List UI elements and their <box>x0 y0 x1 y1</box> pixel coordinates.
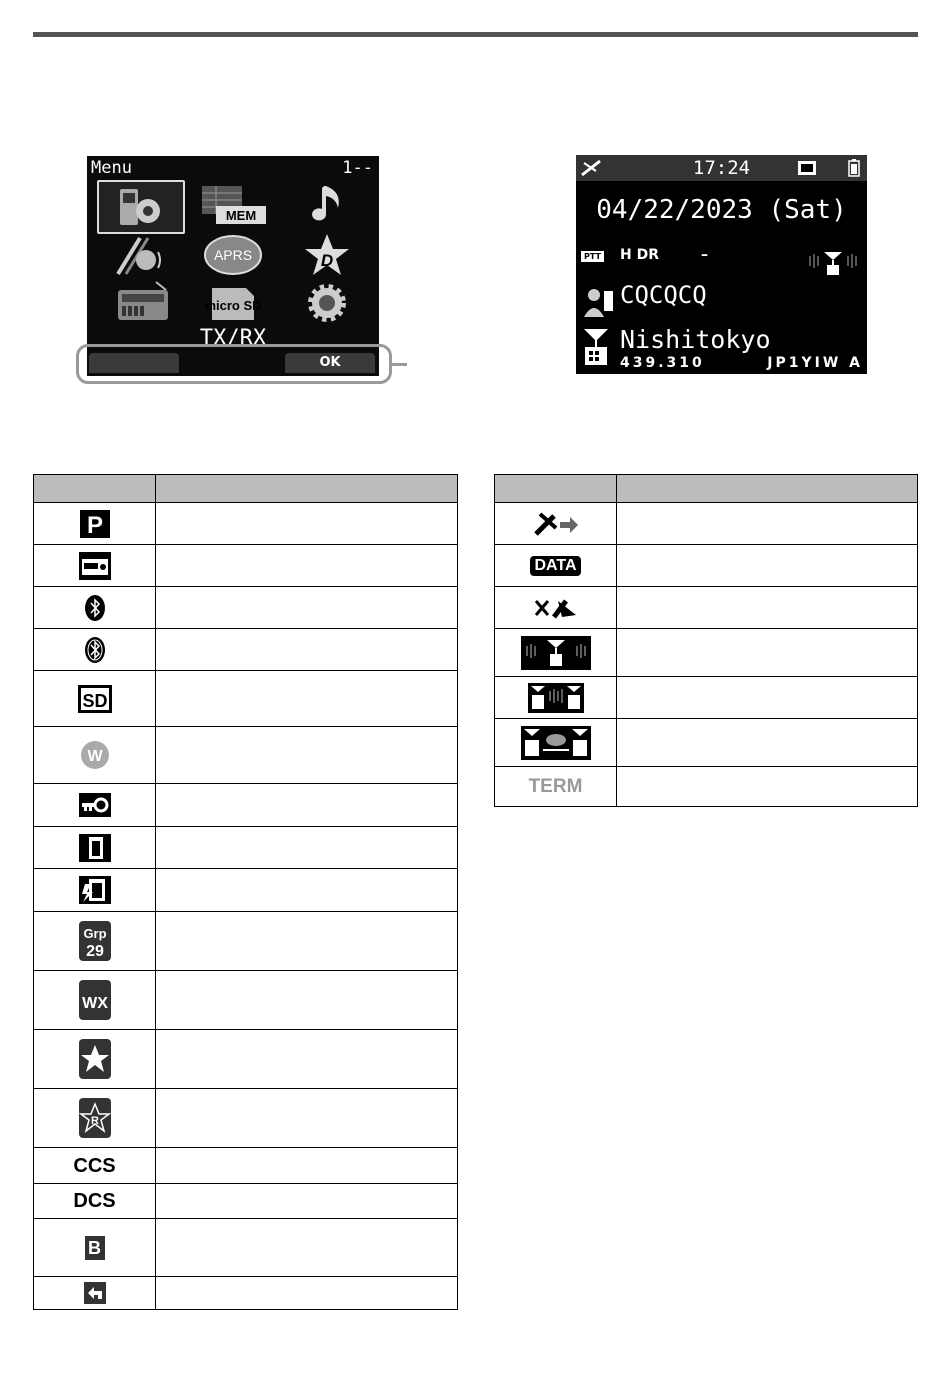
terminal-icon: TERM <box>528 775 583 797</box>
battery-charging-icon <box>79 876 111 904</box>
menu-screen <box>87 156 379 376</box>
table-row <box>34 629 458 671</box>
header-desc-col <box>156 475 458 503</box>
header-icon-col <box>495 475 617 503</box>
table-row <box>34 545 458 587</box>
sd-card-icon-label: SD <box>81 690 108 711</box>
menu-caption: TX/RX <box>199 326 267 351</box>
status-time: 17:24 <box>692 157 751 179</box>
page-top-rule <box>33 32 918 37</box>
memory-icon-label: MEM <box>225 208 257 223</box>
table-row <box>34 1219 458 1277</box>
row-desc <box>156 869 458 912</box>
row-desc <box>156 784 458 827</box>
left-icon-table <box>33 474 458 1310</box>
table-row <box>34 1148 458 1184</box>
call-sign-display: CQCQCQ <box>620 281 707 309</box>
table-row <box>495 719 918 767</box>
sd-card-icon <box>78 685 112 713</box>
tx-rx-settings-icon[interactable] <box>97 180 185 234</box>
row-desc <box>156 1030 458 1089</box>
row-desc <box>156 503 458 545</box>
row-desc <box>156 629 458 671</box>
weather-icon-label: WX <box>81 995 108 1012</box>
repeater-callsign: JP1YIW A <box>767 355 863 371</box>
gear-icon[interactable] <box>285 278 369 328</box>
mode-indicator: H DR <box>620 247 659 263</box>
table-row <box>34 503 458 545</box>
row-desc <box>156 671 458 727</box>
repeater-link-icon <box>528 683 584 713</box>
ccs-icon: CCS <box>73 1154 116 1177</box>
repeater-tower-icon <box>582 327 610 367</box>
w-icon <box>80 740 110 770</box>
callout-line <box>389 363 407 366</box>
mode-dash: – <box>701 247 708 263</box>
row-desc <box>156 587 458 629</box>
table-row <box>34 912 458 971</box>
p-icon-label: P <box>86 511 103 538</box>
star-icon <box>79 1039 111 1079</box>
microsd-icon-label: micro SD <box>204 298 262 313</box>
row-desc <box>617 767 918 807</box>
row-desc <box>156 545 458 587</box>
row-desc <box>617 503 918 545</box>
gateway-link-icon <box>521 726 591 760</box>
repeater-name: Nishitokyo <box>620 325 771 354</box>
row-desc <box>156 1089 458 1148</box>
weather-icon <box>79 980 111 1020</box>
b-icon: B <box>85 1236 105 1260</box>
gps-send-icon <box>532 510 580 538</box>
star-r-icon-label: R <box>90 1115 99 1127</box>
sd-card-icon <box>798 161 816 175</box>
dstar-icon[interactable] <box>285 230 369 280</box>
table-row <box>34 784 458 827</box>
battery-icon <box>79 834 111 862</box>
table-row <box>34 971 458 1030</box>
table-row <box>34 1184 458 1219</box>
return-icon <box>84 1282 106 1304</box>
table-row <box>34 587 458 629</box>
w-icon-label: W <box>86 748 103 765</box>
row-desc <box>156 971 458 1030</box>
satellite-icon[interactable] <box>97 230 181 280</box>
table-row <box>34 1030 458 1089</box>
status-screen <box>576 155 867 374</box>
table-row <box>34 671 458 727</box>
table-row <box>495 677 918 719</box>
row-desc <box>156 1219 458 1277</box>
frequency: 439.310 <box>620 355 705 371</box>
status-date: 04/22/2023 (Sat) <box>596 195 847 225</box>
table-row <box>495 587 918 629</box>
repeater-access-icon <box>521 636 591 670</box>
star-r-icon <box>79 1098 111 1138</box>
dstar-icon-label: D <box>320 251 334 270</box>
right-icon-table <box>494 474 918 807</box>
table-row <box>34 827 458 869</box>
row-desc <box>617 677 918 719</box>
row-desc <box>617 587 918 629</box>
bluetooth-outline-icon <box>84 636 106 664</box>
table-row <box>34 727 458 784</box>
softkey-highlight-frame <box>76 344 392 384</box>
row-desc <box>156 827 458 869</box>
key-lock-icon <box>79 793 111 817</box>
row-desc <box>617 545 918 587</box>
table-row <box>34 1277 458 1310</box>
radio-icon[interactable] <box>97 278 181 328</box>
header-icon-col <box>34 475 156 503</box>
ptt-badge: PTT <box>581 251 604 262</box>
row-desc <box>156 1184 458 1219</box>
microsd-icon[interactable] <box>191 278 275 328</box>
aprs-icon-label: APRS <box>213 247 253 263</box>
aprs-icon[interactable] <box>191 230 275 280</box>
header-desc-col <box>617 475 918 503</box>
memory-icon[interactable] <box>191 180 275 230</box>
repeater-access-icon <box>808 250 858 276</box>
bluetooth-icon <box>84 594 106 622</box>
group-icon-label: Grp <box>82 926 107 941</box>
row-desc <box>617 719 918 767</box>
row-desc <box>156 1148 458 1184</box>
dcs-icon: DCS <box>73 1190 116 1213</box>
radio-icon <box>79 552 111 580</box>
table-header-row <box>495 475 918 503</box>
row-desc <box>156 1277 458 1310</box>
row-desc <box>156 727 458 784</box>
menu-title: Menu <box>91 158 132 178</box>
table-header-row <box>34 475 458 503</box>
group-icon-number: 29 <box>85 943 104 960</box>
battery-icon <box>848 159 860 177</box>
group-icon <box>79 921 111 961</box>
data-icon: DATA <box>530 556 580 576</box>
table-row <box>34 1089 458 1148</box>
row-desc <box>617 629 918 677</box>
row-desc <box>156 912 458 971</box>
table-row <box>495 503 918 545</box>
table-row <box>495 629 918 677</box>
softkey-ok[interactable]: OK <box>285 353 375 373</box>
gps-cancel-icon <box>532 595 580 621</box>
p-icon <box>80 510 110 538</box>
table-row <box>495 545 918 587</box>
person-radio-icon <box>582 285 616 319</box>
music-note-icon[interactable] <box>285 180 369 230</box>
table-row <box>495 767 918 807</box>
table-row <box>34 869 458 912</box>
menu-page-indicator: 1-- <box>342 158 373 178</box>
